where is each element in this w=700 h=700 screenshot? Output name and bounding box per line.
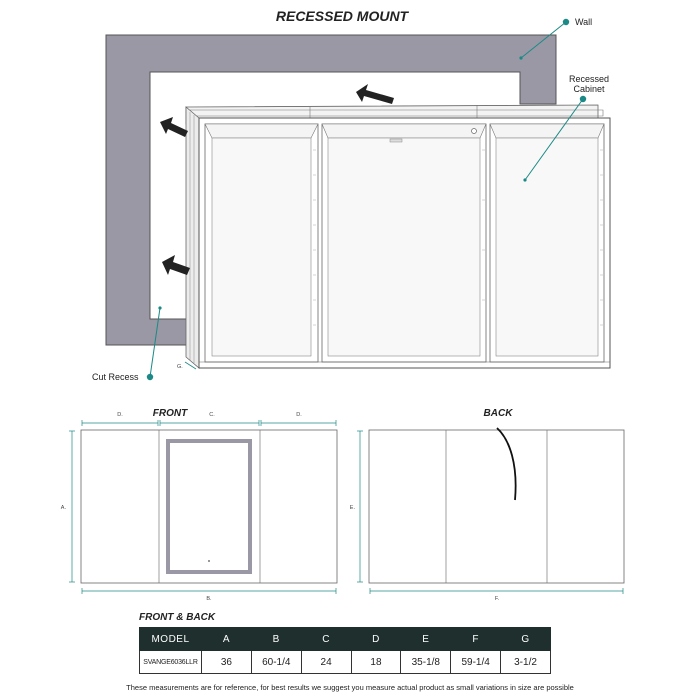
dimension-g-label: G. <box>177 364 183 370</box>
table-cell-c: 24 <box>301 651 351 674</box>
table-cell-d: 18 <box>351 651 401 674</box>
callout-recessed-label-line2: Cabinet <box>573 84 605 94</box>
dimension-e: E. <box>349 505 355 511</box>
table-header-b: B <box>251 628 301 651</box>
diagram-title: RECESSED MOUNT <box>275 8 409 24</box>
table-cell-model: SVANGE6036LLR <box>140 651 202 674</box>
back-label: BACK <box>483 408 513 419</box>
front-label: FRONT <box>152 408 188 419</box>
table-header-c: C <box>301 628 351 651</box>
table-header-d: D <box>351 628 401 651</box>
footnote: These measurements are for reference, for best results we suggest you measure actual product as small variations in size are possible <box>126 683 574 692</box>
recessed-cabinet <box>186 105 610 368</box>
dimension-d-right: D. <box>296 412 302 418</box>
back-view <box>350 408 624 602</box>
table-cell-e: 35-1/8 <box>401 651 451 674</box>
table-title: FRONT & BACK <box>139 612 216 623</box>
dimension-c: C. <box>209 412 215 418</box>
table-header-g: G <box>501 628 551 651</box>
arrow-icon <box>356 84 394 104</box>
dimensions-table <box>139 627 551 674</box>
table-cell-g: 3-1/2 <box>501 651 551 674</box>
table-header-f: F <box>451 628 501 651</box>
callout-cut-recess-label: Cut Recess <box>92 372 139 382</box>
callout-recessed-label-line1: Recessed <box>568 74 610 84</box>
dimension-b: B. <box>206 596 212 602</box>
front-view <box>61 408 337 602</box>
dimension-f: F. <box>494 596 500 602</box>
dimension-a: A. <box>60 505 66 511</box>
table-header-a: A <box>202 628 252 651</box>
table-header-e: E <box>401 628 451 651</box>
table-cell-f: 59-1/4 <box>451 651 501 674</box>
table-header-row <box>140 628 551 651</box>
table-header-model: MODEL <box>140 628 202 651</box>
callout-wall-label: Wall <box>575 17 593 27</box>
table-cell-a: 36 <box>202 651 252 674</box>
arrow-icon <box>160 117 188 137</box>
dimension-d-left: D. <box>117 412 123 418</box>
table-cell-b: 60-1/4 <box>251 651 301 674</box>
table-row <box>140 651 551 674</box>
lighted-mirror-frame <box>168 441 250 572</box>
